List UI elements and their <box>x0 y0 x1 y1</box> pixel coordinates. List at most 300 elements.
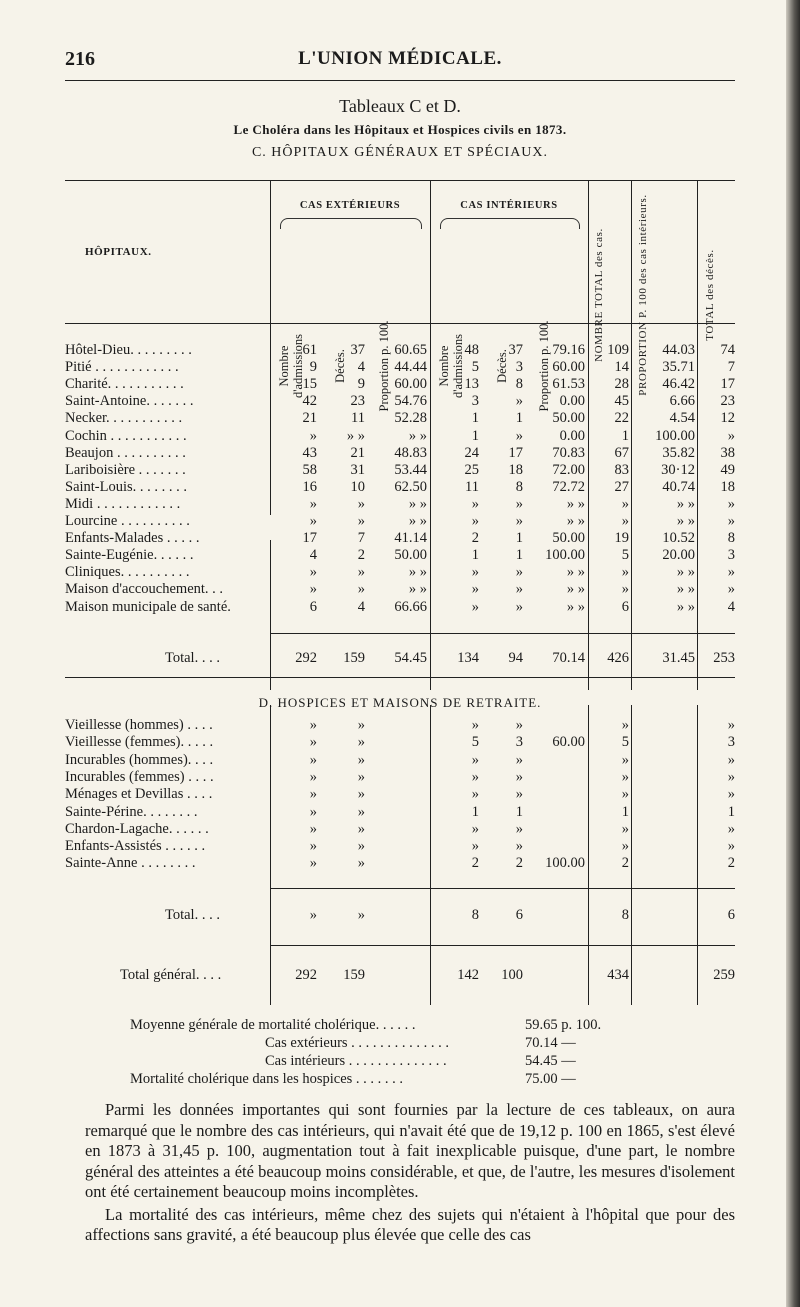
table-cell: 11 <box>465 478 479 495</box>
table-cell: 79.16 <box>552 342 585 358</box>
header-ext-deaths: Décès. <box>333 349 347 383</box>
table-cell: » <box>727 717 735 733</box>
row-label: Total général. . . . <box>120 967 222 983</box>
table-row <box>65 564 735 581</box>
table-cell: » <box>309 717 317 733</box>
table-cell: » <box>357 513 365 529</box>
table-cell: 9 <box>357 376 365 393</box>
table-cell: 83 <box>614 461 629 478</box>
row-label: Enfants-Malades . . . . . <box>65 530 200 547</box>
table-cell: 100 <box>501 967 523 983</box>
avg-label: Moyenne générale de mortalité cholérique. . . . . . <box>130 1017 416 1033</box>
table-cell: » <box>357 803 365 820</box>
avg-value: 70.14 — <box>525 1035 576 1051</box>
table-cell: 17 <box>302 530 317 547</box>
table-cell: » <box>515 581 523 598</box>
table-cell: » <box>357 820 365 837</box>
table-cell: 48 <box>464 342 479 358</box>
table-cell: 21 <box>350 444 365 461</box>
table-cell: 46.42 <box>662 376 695 393</box>
table-cell: » <box>471 717 479 733</box>
table-cell: » <box>309 495 317 512</box>
table-cell: » <box>515 513 523 529</box>
table-cell: » <box>471 564 479 581</box>
avg-label: Cas extérieurs . . . . . . . . . . . . . . <box>265 1035 450 1051</box>
page-edge-shadow <box>786 0 800 1307</box>
header-group-exterior: CAS EXTÉRIEURS <box>299 200 401 211</box>
table-cell: 0.00 <box>559 427 585 444</box>
table-cell: » <box>727 820 735 837</box>
table-cell: 292 <box>295 650 317 666</box>
total-c-top-rule <box>270 633 735 634</box>
table-cell: 100.00 <box>655 427 695 444</box>
table-cell: » <box>471 495 479 512</box>
table-cell: » <box>515 768 523 785</box>
table-cell: » <box>621 838 629 855</box>
journal-title: L'UNION MÉDICALE. <box>298 48 502 69</box>
row-label: Maison d'accouchement. . . <box>65 581 224 598</box>
table-cell: 43 <box>302 444 317 461</box>
table-cell: » <box>471 751 479 768</box>
row-label: Saint-Antoine. . . . . . . <box>65 393 194 410</box>
header-ext-admissions: Nombre d'admissions <box>277 333 305 399</box>
table-row <box>65 376 735 393</box>
table-cell: 434 <box>607 967 629 983</box>
table-cell: 20.00 <box>662 547 695 564</box>
table-cell: » <box>309 820 317 837</box>
row-label: Necker. . . . . . . . . . . <box>65 410 183 427</box>
table-cell: 24 <box>464 444 479 461</box>
table-row <box>65 359 735 376</box>
row-label: Hôtel-Dieu. . . . . . . . . <box>65 342 192 358</box>
table-cell: 1 <box>515 530 523 547</box>
table-cell: 7 <box>727 359 735 376</box>
table-cell: 21 <box>302 410 317 427</box>
row-label: Ménages et Devillas . . . . <box>65 786 213 803</box>
table-cell: » <box>727 495 735 512</box>
table-cell: » <box>515 598 523 615</box>
table-cell: 8 <box>727 530 735 547</box>
table-cell: » <box>471 838 479 855</box>
table-cell: » <box>309 803 317 820</box>
table-cell: » <box>471 598 479 615</box>
table-cell: » <box>621 786 629 803</box>
table-cell: » » <box>408 564 427 581</box>
table-cell: 37 <box>508 342 523 358</box>
table-cell: » <box>515 427 523 444</box>
row-label: Enfants-Assistés . . . . . . <box>65 838 206 855</box>
total-row <box>65 967 735 984</box>
table-cell: » » <box>346 427 365 444</box>
table-cell: 35.82 <box>662 444 695 461</box>
table-cell: 2 <box>357 547 365 564</box>
avg-label: Cas intérieurs . . . . . . . . . . . . . . <box>265 1053 447 1069</box>
table-cell: 1 <box>515 547 523 564</box>
header-int-proportion: Proportion p. 100. <box>537 320 551 412</box>
table-cell: » <box>309 513 317 529</box>
table-cell: 67 <box>614 444 629 461</box>
header-int-deaths: Décès. <box>495 349 509 383</box>
table-cell: » » <box>408 513 427 529</box>
table-cell: 1 <box>515 803 523 820</box>
table-cell: 2 <box>515 855 523 872</box>
table-cell: » <box>621 717 629 733</box>
table-cell: 50.00 <box>552 530 585 547</box>
table-cell: » » <box>408 427 427 444</box>
row-label: Vieillesse (femmes). . . . . <box>65 734 214 751</box>
table-cell: » » <box>566 513 585 529</box>
table-cell: 18 <box>720 478 735 495</box>
table-cell: 1 <box>727 803 735 820</box>
table-row <box>65 342 735 359</box>
table-cell: 1 <box>621 803 629 820</box>
table-cell: » <box>357 768 365 785</box>
table-cell: 12 <box>720 410 735 427</box>
table-cell: 8 <box>621 907 629 923</box>
table-cell: 0.00 <box>559 393 585 410</box>
table-cell: 2 <box>727 855 735 872</box>
table-cell: 7 <box>357 530 365 547</box>
table-cell: » <box>515 393 523 410</box>
table-cell: 50.00 <box>394 547 427 564</box>
table-cell: 5 <box>621 547 629 564</box>
table-cell: » <box>309 734 317 751</box>
table-row <box>65 393 735 410</box>
table-cell: 3 <box>515 734 523 751</box>
table-cell: » <box>621 513 629 529</box>
table-cell: 142 <box>457 967 479 983</box>
row-label: Lariboisière . . . . . . . <box>65 461 186 478</box>
table-cell: 3 <box>727 547 735 564</box>
table-row <box>65 804 735 821</box>
table-row <box>65 462 735 479</box>
table-cell: 9 <box>309 359 317 376</box>
table-cell: 38 <box>720 444 735 461</box>
table-cell: 45 <box>614 393 629 410</box>
table-row <box>65 855 735 872</box>
table-cell: 22 <box>614 410 629 427</box>
header-hospitals: HÔPITAUX. <box>85 246 152 258</box>
total-c-bottom-rule <box>65 677 735 678</box>
header-group-interior: CAS INTÉRIEURS <box>460 200 558 211</box>
table-cell: » <box>471 513 479 529</box>
table-cell: » <box>357 564 365 581</box>
table-cell: » <box>309 907 317 923</box>
table-cell: 8 <box>471 907 479 923</box>
table-cell: 60.00 <box>552 734 585 751</box>
table-cell: » <box>309 855 317 872</box>
table-cell: 16 <box>302 478 317 495</box>
table-row <box>65 547 735 564</box>
table-cell: » <box>309 427 317 444</box>
table-cell: 1 <box>471 410 479 427</box>
table-row <box>65 599 735 616</box>
header-rule <box>65 80 735 81</box>
row-label: Incurables (hommes). . . . <box>65 751 214 768</box>
table-cell: 54.76 <box>394 393 427 410</box>
table-cell: » » <box>676 598 695 615</box>
total-row <box>65 650 735 667</box>
table-cell: 2 <box>471 855 479 872</box>
table-cell: 52.28 <box>394 410 427 427</box>
table-cell: 19 <box>614 530 629 547</box>
avg-value: 59.65 p. 100. <box>525 1017 602 1033</box>
total-d-top-rule <box>270 888 735 889</box>
table-cell: » » <box>566 495 585 512</box>
avg-value: 75.00 — <box>525 1071 576 1087</box>
table-cell: » <box>727 751 735 768</box>
table-cell: 61.53 <box>552 376 585 393</box>
table-cell: 41.14 <box>394 530 427 547</box>
row-label: Incurables (femmes) . . . . <box>65 768 214 785</box>
table-cell: 17 <box>508 444 523 461</box>
table-cell: » <box>357 855 365 872</box>
table-cell: 100.00 <box>545 855 585 872</box>
cholera-table <box>65 180 735 1020</box>
header-total-deaths: TOTAL des décès. <box>704 249 716 341</box>
table-cell: 44.03 <box>662 342 695 358</box>
table-cell: 4 <box>309 547 317 564</box>
table-cell: 70.83 <box>552 444 585 461</box>
table-cell: 14 <box>614 359 629 376</box>
table-cell: » <box>357 838 365 855</box>
table-cell: 5 <box>471 359 479 376</box>
table-cell: 23 <box>350 393 365 410</box>
row-label: Total. . . . <box>165 650 220 666</box>
table-cell: » <box>621 751 629 768</box>
mortality-averages <box>65 1016 735 1092</box>
table-cell: » <box>515 717 523 733</box>
table-cell: 159 <box>343 650 365 666</box>
table-cell: 6 <box>515 907 523 923</box>
table-cell: 60.00 <box>394 376 427 393</box>
table-cell: » <box>727 838 735 855</box>
table-cell: » <box>471 768 479 785</box>
table-cell: » <box>727 564 735 581</box>
table-cell: 3 <box>727 734 735 751</box>
table-cell: » <box>727 513 735 529</box>
header-ext-proportion: Proportion p. 100. <box>377 320 391 412</box>
table-cell: » » <box>408 581 427 598</box>
table-cell: 100.00 <box>545 547 585 564</box>
table-cell: » » <box>676 513 695 529</box>
table-cell: » <box>515 495 523 512</box>
table-cell: 134 <box>457 650 479 666</box>
brace-interior <box>440 218 580 229</box>
table-cell: 4.54 <box>669 410 695 427</box>
table-row <box>65 717 735 734</box>
row-label: Sainte-Anne . . . . . . . . <box>65 855 196 872</box>
table-cell: » <box>727 786 735 803</box>
paragraph: La mortalité des cas intérieurs, même chez des sujets qui n'étaient à l'hôpital que pour des affections sans gravité, a été beaucoup plus élevée que celle des cas <box>85 1204 735 1244</box>
table-cell: » <box>357 734 365 751</box>
table-cell: 49 <box>720 461 735 478</box>
row-label: Maison municipale de santé. <box>65 598 231 615</box>
table-cell: 6 <box>621 598 629 615</box>
table-cell: » » <box>676 564 695 581</box>
table-row <box>65 496 735 513</box>
table-cell: 5 <box>471 734 479 751</box>
avg-value: 54.45 — <box>525 1053 576 1069</box>
table-row <box>65 786 735 803</box>
avg-line-exterior <box>130 1034 730 1052</box>
table-cell: 2 <box>621 855 629 872</box>
table-cell: 2 <box>471 530 479 547</box>
tables-title: Tableaux C et D. <box>339 96 461 116</box>
table-cell: 10.52 <box>662 530 695 547</box>
section-c-title: C. HÔPITAUX GÉNÉRAUX ET SPÉCIAUX. <box>251 145 549 160</box>
header-total-cases: NOMBRE TOTAL des cas. <box>593 228 605 362</box>
table-cell: » <box>357 786 365 803</box>
table-cell: » <box>309 581 317 598</box>
table-cell: 292 <box>295 967 317 983</box>
table-cell: 10 <box>350 478 365 495</box>
table-cell: 23 <box>720 393 735 410</box>
table-cell: 60.00 <box>552 359 585 376</box>
table-cell: 72.00 <box>552 461 585 478</box>
table-cell: 58 <box>302 461 317 478</box>
table-row <box>65 513 735 530</box>
table-top-rule <box>65 180 735 181</box>
table-cell: 4 <box>727 598 735 615</box>
table-cell: » <box>309 768 317 785</box>
table-cell: 253 <box>713 650 735 666</box>
table-cell: 8 <box>515 376 523 393</box>
table-cell: 4 <box>357 598 365 615</box>
table-cell: » <box>357 581 365 598</box>
row-label: Cochin . . . . . . . . . . . <box>65 427 187 444</box>
row-label: Vieillesse (hommes) . . . . <box>65 717 213 733</box>
table-cell: 15 <box>302 376 317 393</box>
table-cell: 70.14 <box>552 650 585 666</box>
table-cell: » <box>357 907 365 923</box>
table-row <box>65 479 735 496</box>
table-row <box>65 769 735 786</box>
body-text <box>85 1100 735 1248</box>
header-bottom-rule <box>65 323 735 324</box>
table-cell: 60.65 <box>394 342 427 358</box>
table-cell: 37 <box>350 342 365 358</box>
row-label: Sainte-Eugénie. . . . . . <box>65 547 194 564</box>
table-cell: » <box>357 717 365 733</box>
table-cell: 11 <box>351 410 365 427</box>
table-row <box>65 445 735 462</box>
table-row <box>65 821 735 838</box>
table-row <box>65 581 735 598</box>
table-cell: 42 <box>302 393 317 410</box>
table-cell: 54.45 <box>394 650 427 666</box>
table-cell: » <box>515 838 523 855</box>
table-cell: » <box>309 751 317 768</box>
table-cell: » <box>309 564 317 581</box>
table-cell: 109 <box>607 342 629 358</box>
table-cell: 4 <box>357 359 365 376</box>
table-cell: » » <box>676 495 695 512</box>
table-cell: » <box>727 427 735 444</box>
table-cell: » <box>357 751 365 768</box>
row-label: Lourcine . . . . . . . . . . <box>65 513 190 529</box>
table-cell: 31 <box>350 461 365 478</box>
total-row <box>65 907 735 924</box>
table-cell: » » <box>566 564 585 581</box>
table-row <box>65 734 735 751</box>
table-cell: » <box>309 838 317 855</box>
total-general-top-rule <box>270 945 735 946</box>
row-label: Pitié . . . . . . . . . . . . <box>65 359 179 376</box>
table-cell: » » <box>676 581 695 598</box>
table-cell: 44.44 <box>394 359 427 376</box>
table-cell: 31.45 <box>662 650 695 666</box>
table-cell: » <box>515 751 523 768</box>
avg-label: Mortalité cholérique dans les hospices . . . . . . . <box>130 1071 404 1087</box>
header-int-admissions: Nombre d'admissions <box>437 333 465 399</box>
table-cell: » <box>309 786 317 803</box>
table-cell: 66.66 <box>394 598 427 615</box>
table-cell: 13 <box>464 376 479 393</box>
table-cell: » <box>621 768 629 785</box>
row-label: Charité. . . . . . . . . . . <box>65 376 184 393</box>
table-cell: 50.00 <box>552 410 585 427</box>
table-cell: » <box>727 581 735 598</box>
table-cell: 159 <box>343 967 365 983</box>
paragraph: Parmi les données importantes qui sont fournies par la lecture de ces tableaux, on aura remarqué que le nombre des cas intérieurs, qui n'avait été que de 19,12 p. 100 en 1865, s'est élevé en 1873 à 31,45 p. 100, augmentation tout à fait inexplicable puisque, d'une part, le nombre général des atteintes a été beaucoup moins considérable, et que, de l'autre, les mesures d'isolement ont été certainement beaucoup moins incomplètes. <box>85 1100 735 1201</box>
table-cell: » <box>621 564 629 581</box>
table-cell: 5 <box>621 734 629 751</box>
table-row <box>65 530 735 547</box>
table-cell: » <box>621 495 629 512</box>
table-cell: 28 <box>614 376 629 393</box>
row-label: Midi . . . . . . . . . . . . <box>65 495 181 512</box>
table-cell: 27 <box>614 478 629 495</box>
table-cell: 35.71 <box>662 359 695 376</box>
table-cell: » <box>515 820 523 837</box>
table-cell: 62.50 <box>394 478 427 495</box>
header-proportion-interior: PROPORTION P. 100 des cas intérieurs. <box>637 194 649 396</box>
table-cell: 53.44 <box>394 461 427 478</box>
table-row <box>65 410 735 427</box>
row-label: Saint-Louis. . . . . . . . <box>65 478 188 495</box>
running-header <box>65 48 735 76</box>
table-cell: 61 <box>302 342 317 358</box>
row-label: Chardon-Lagache. . . . . . <box>65 820 209 837</box>
avg-line-interior <box>130 1052 730 1070</box>
table-cell: 1 <box>621 427 629 444</box>
table-cell: » <box>471 786 479 803</box>
table-row <box>65 838 735 855</box>
table-cell: » <box>515 786 523 803</box>
table-cell: 3 <box>471 393 479 410</box>
table-cell: 8 <box>515 478 523 495</box>
table-cell: » » <box>566 598 585 615</box>
table-cell: » <box>357 495 365 512</box>
row-label: Total. . . . <box>165 907 220 923</box>
table-cell: » » <box>566 581 585 598</box>
table-cell: » <box>621 820 629 837</box>
table-cell: 48.83 <box>394 444 427 461</box>
table-cell: 94 <box>508 650 523 666</box>
table-cell: 25 <box>464 461 479 478</box>
avg-line-general <box>130 1016 730 1034</box>
table-cell: » <box>515 564 523 581</box>
brace-exterior <box>280 218 422 229</box>
table-row <box>65 752 735 769</box>
table-row <box>65 428 735 445</box>
table-cell: » » <box>408 495 427 512</box>
row-label: Cliniques. . . . . . . . . . <box>65 564 190 581</box>
table-cell: » <box>727 768 735 785</box>
table-cell: 1 <box>471 427 479 444</box>
table-cell: 6.66 <box>669 393 695 410</box>
